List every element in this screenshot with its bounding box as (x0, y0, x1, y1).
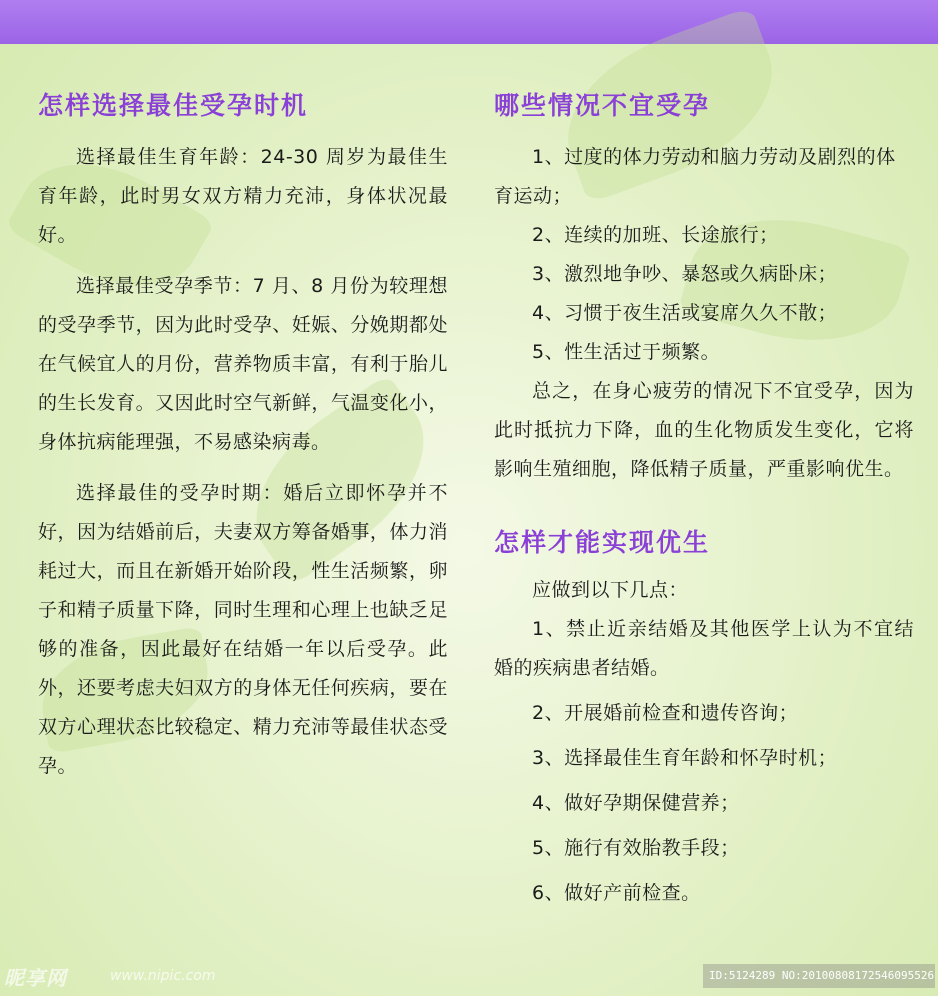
top-banner (0, 0, 938, 44)
left-column (38, 88, 448, 786)
image-id-bar: ID:5124289 NO:20100808172546095526 (703, 964, 935, 988)
list-item: 5、施行有效胎教手段； (532, 837, 740, 859)
intro-line: 应做到以下几点： (532, 579, 689, 601)
summary-paragraph: 总之，在身心疲劳的情况下不宜受孕，因为此时抵抗力下降，血的生化物质发生变化，它将影响生殖细胞，降低精子质量，严重影响优生。 (494, 380, 914, 480)
right-column (494, 88, 914, 913)
list-item: 4、习惯于夜生活或宴席久久不散； (532, 302, 838, 324)
paragraph-best-season: 选择最佳受孕季节：7 月、8 月份为较理想的受孕季节，因为此时受孕、妊娠、分娩期都处在气候宜人的月份，营养物质丰富，有利于胎儿的生长发育。又因此时空气新鲜，气温变化小，身体抗病能理强，不易感染病毒。 (38, 275, 448, 453)
list-item: 3、激烈地争吵、暴怒或久病卧床； (532, 263, 838, 285)
list-item: 1、禁止近亲结婚及其他医学上认为不宜结婚的疾病患者结婚。 (494, 618, 914, 679)
section-title-conception-timing: 怎样选择最佳受孕时机 (38, 91, 309, 120)
section-title-eugenics: 怎样才能实现优生 (494, 528, 711, 557)
list-item: 2、连续的加班、长途旅行； (532, 224, 779, 246)
list-item: 1、过度的体力劳动和脑力劳动及剧烈的体育运动； (494, 146, 896, 207)
list-item: 5、性生活过于频繁。 (532, 341, 721, 363)
list-item: 6、做好产前检查。 (532, 882, 701, 904)
section-title-unsuitable-conditions: 哪些情况不宜受孕 (494, 91, 711, 120)
list-item: 4、做好孕期保健营养； (532, 792, 740, 814)
paragraph-best-age: 选择最佳生育年龄：24-30 周岁为最佳生育年龄，此时男女双方精力充沛，身体状况最好。 (38, 146, 448, 246)
list-item: 3、选择最佳生育年龄和怀孕时机； (532, 747, 838, 769)
list-item: 2、开展婚前检查和遗传咨询； (532, 702, 799, 724)
watermark-logo: 昵享网 (4, 966, 67, 990)
watermark-url: www.nipic.com (110, 968, 216, 984)
paragraph-best-period: 选择最佳的受孕时期：婚后立即怀孕并不好，因为结婚前后，夫妻双方筹备婚事，体力消耗过大，而且在新婚开始阶段，性生活频繁，卵子和精子质量下降，同时生理和心理上也缺乏足够的准备，因此最好在结婚一年以后受孕。此外，还要考虑夫妇双方的身体无任何疾病，要在双方心理状态比较稳定、精力充沛等最佳状态受孕。 (38, 482, 448, 777)
